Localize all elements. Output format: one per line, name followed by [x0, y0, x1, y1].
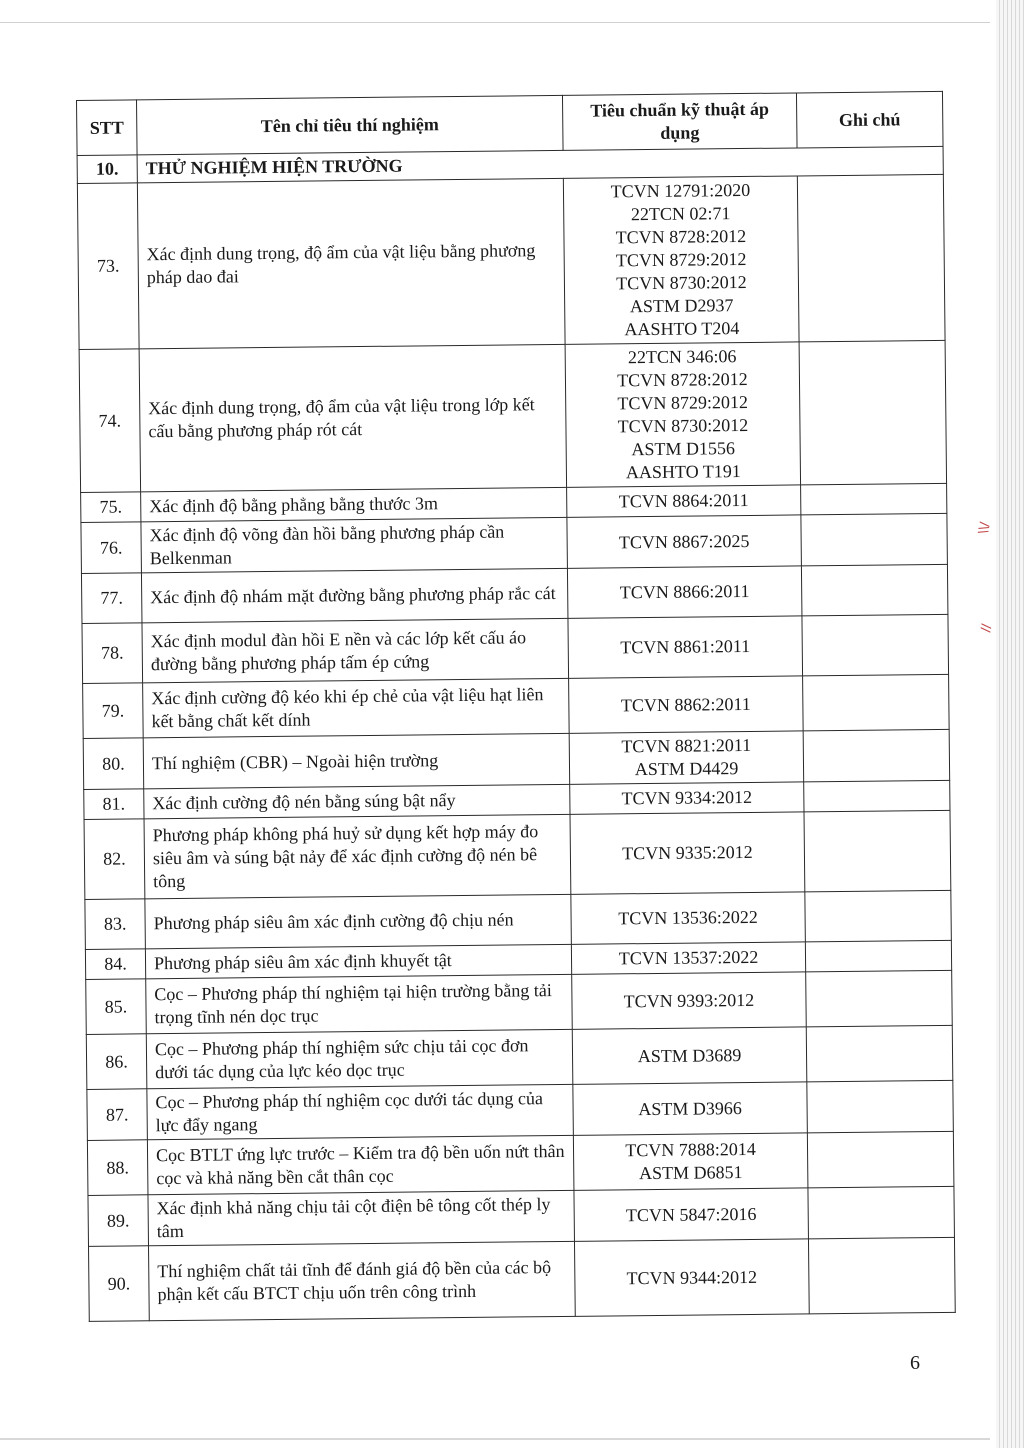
row-standards	[569, 676, 804, 733]
row-note	[801, 564, 948, 616]
row-note	[803, 674, 950, 731]
standard-code: ASTM D2937	[629, 295, 734, 317]
table-row	[86, 970, 953, 1034]
row-stt: 73.	[77, 183, 139, 350]
standard-code: TCVN 8867:2025	[618, 530, 750, 552]
row-note	[804, 780, 950, 812]
table-header-row	[77, 91, 944, 155]
row-standards	[570, 812, 805, 894]
table-row	[86, 1025, 953, 1089]
header-standard: Tiêu chuẩn kỹ thuật áp dụng	[562, 93, 797, 150]
row-note	[799, 340, 946, 485]
row-test-name: Xác định cường độ kéo khi ép chẻ của vật liệu hạt liên kết bằng chất kết dính	[143, 678, 570, 737]
table-row	[79, 340, 946, 492]
row-stt: 83.	[85, 899, 146, 950]
header-test-name: Tên chỉ tiêu thí nghiệm	[137, 95, 564, 154]
standard-code: TCVN 8862:2011	[620, 693, 751, 715]
section-number: 10.	[77, 155, 137, 184]
row-stt: 74.	[79, 349, 140, 493]
row-test-name: Cọc – Phương pháp thí nghiệm cọc dưới tác dụng của lực đẩy ngang	[147, 1084, 574, 1139]
row-note	[803, 729, 950, 782]
row-standards	[568, 616, 803, 678]
row-stt: 90.	[89, 1246, 150, 1322]
row-test-name: Xác định khả năng chịu tải cột điện bê tông cốt thép ly tâm	[148, 1190, 575, 1245]
row-note	[806, 1025, 953, 1082]
row-test-name: Xác định độ bằng phẳng bằng thước 3m	[141, 487, 567, 521]
row-note	[807, 1080, 954, 1133]
row-standards	[565, 342, 800, 487]
row-standards	[574, 1188, 809, 1241]
table-row	[82, 614, 949, 683]
row-stt: 82.	[84, 819, 145, 900]
standard-code: TCVN 9335:2012	[622, 841, 753, 864]
row-standards	[567, 485, 801, 517]
table-row	[81, 564, 947, 623]
row-stt: 77.	[81, 573, 142, 624]
row-test-name: Xác định độ võng đàn hồi bằng phương pháp cần Belkenman	[141, 517, 568, 572]
table-row	[84, 810, 951, 899]
row-stt: 79.	[83, 683, 144, 739]
standard-code: TCVN 12791:2020	[610, 179, 751, 202]
row-standards	[573, 1133, 808, 1190]
row-stt: 89.	[88, 1195, 149, 1247]
standard-code: 22TCN 346:06	[627, 346, 737, 368]
row-test-name: Xác định dung trọng, độ ẩm của vật liệu trong lớp kết cấu bằng phương pháp rót cát	[139, 344, 566, 491]
header-note: Ghi chú	[796, 91, 943, 148]
row-test-name: Xác định dung trọng, độ ẩm của vật liệu bằng phương pháp dao đai	[137, 178, 565, 348]
standard-code: TCVN 8728:2012	[615, 225, 747, 248]
section-title: THỬ NGHIỆM HIỆN TRƯỜNG	[137, 146, 943, 182]
row-standards	[573, 1082, 808, 1135]
margin-stamp-mark: \\/	[975, 520, 994, 536]
row-standards	[567, 515, 802, 568]
standard-code: TCVN 5847:2016	[625, 1203, 757, 1225]
scan-edge	[996, 0, 1024, 1448]
row-standards	[574, 1239, 809, 1316]
standard-code: ASTM D6851	[638, 1162, 743, 1184]
table-row	[81, 513, 947, 573]
row-test-name: Xác định modul đàn hồi E nền và các lớp kết cấu áo đường bằng phương pháp tấm ép cứng	[142, 618, 569, 682]
row-test-name: Thí nghiệm chất tải tĩnh để đánh giá độ bền của các bộ phận kết cấu BTCT chịu uốn trên công trình	[149, 1241, 576, 1320]
standard-code: AASHTO T191	[625, 461, 741, 483]
row-note	[806, 970, 953, 1027]
standard-code: ASTM D3966	[638, 1097, 742, 1119]
row-stt: 85.	[86, 979, 147, 1035]
standard-code: TCVN 8729:2012	[615, 248, 747, 271]
row-test-name: Phương pháp siêu âm xác định khuyết tật	[145, 944, 571, 978]
row-test-name: Cọc BTLT ứng lực trước – Kiểm tra độ bền uốn nứt thân cọc và khả năng bền cắt thân cọc	[147, 1135, 574, 1194]
row-test-name: Thí nghiệm (CBR) – Ngoài hiện trường	[143, 733, 570, 788]
standard-code: TCVN 13536:2022	[618, 906, 758, 929]
margin-stamp-mark: //	[977, 622, 995, 634]
table-row	[87, 1131, 954, 1195]
table-row	[85, 890, 951, 949]
standard-code: TCVN 8821:2011	[621, 734, 752, 757]
row-note	[808, 1186, 955, 1239]
row-test-name: Phương pháp không phá huỷ sử dụng kết hợp máy đo siêu âm và súng bật nảy để xác định cường độ nén bê tông	[144, 814, 571, 898]
standard-code: TCVN 8729:2012	[617, 391, 749, 414]
standard-code: TCVN 8864:2011	[618, 489, 749, 512]
row-note	[802, 614, 949, 676]
standard-code: TCVN 8728:2012	[617, 368, 748, 391]
row-stt: 87.	[87, 1089, 148, 1141]
standard-code: TCVN 8730:2012	[617, 414, 749, 437]
row-stt: 88.	[87, 1140, 148, 1196]
standard-code: TCVN 8730:2012	[616, 271, 747, 294]
row-standards	[569, 731, 804, 784]
row-test-name: Cọc – Phương pháp thí nghiệm tại hiện trường bằng tải trọng tĩnh nén dọc trục	[146, 974, 573, 1033]
row-note	[805, 890, 952, 942]
standard-code: TCVN 9344:2012	[626, 1266, 758, 1288]
row-stt: 76.	[81, 522, 142, 574]
table-row	[77, 174, 945, 349]
header-stt: STT	[77, 100, 138, 156]
test-standards-table	[76, 91, 956, 1322]
row-standards	[570, 782, 804, 814]
page-number: 6	[910, 1352, 920, 1374]
row-note	[801, 483, 947, 515]
standard-code: TCVN 7888:2014	[625, 1138, 756, 1161]
row-note	[808, 1237, 955, 1314]
row-test-name: Xác định cường độ nén bằng súng bật nẩy	[144, 784, 570, 818]
scan-bottom-line	[0, 1438, 990, 1440]
row-stt: 84.	[85, 949, 145, 980]
row-note	[804, 810, 951, 892]
standard-code: ASTM D3689	[637, 1044, 742, 1066]
row-test-name: Phương pháp siêu âm xác định cường độ chịu nén	[145, 894, 572, 948]
table-row	[88, 1186, 954, 1246]
row-note	[801, 513, 948, 566]
table-row	[83, 729, 949, 789]
row-stt: 81.	[84, 789, 144, 820]
row-standards	[571, 942, 805, 974]
row-standards	[572, 1027, 807, 1084]
row-stt: 80.	[83, 738, 144, 790]
row-stt: 86.	[86, 1034, 147, 1090]
row-test-name: Cọc – Phương pháp thí nghiệm sức chịu tải cọc đơn dưới tác dụng của lực kéo dọc trục	[146, 1029, 573, 1088]
row-standards	[563, 176, 799, 344]
table-row	[89, 1237, 956, 1321]
row-standards	[572, 972, 807, 1029]
standard-code: ASTM D1556	[631, 438, 736, 460]
row-test-name: Xác định độ nhám mặt đường bằng phương pháp rắc cát	[141, 568, 568, 622]
row-stt: 78.	[82, 623, 143, 684]
standard-code: TCVN 9334:2012	[621, 786, 753, 809]
row-note	[797, 174, 945, 342]
table-row	[83, 674, 950, 738]
scan-top-line	[0, 22, 990, 23]
standard-code: TCVN 8866:2011	[619, 580, 750, 603]
standard-code: TCVN 9393:2012	[623, 989, 755, 1011]
table-row	[87, 1080, 953, 1140]
row-stt: 75.	[81, 492, 141, 523]
row-note	[805, 940, 951, 972]
standard-code: TCVN 13537:2022	[618, 946, 759, 969]
standard-code: ASTM D4429	[634, 758, 739, 780]
standard-code: 22TCN 02:71	[630, 203, 731, 225]
standard-code: AASHTO T204	[624, 318, 740, 340]
row-standards	[571, 892, 806, 944]
standard-code: TCVN 8861:2011	[620, 635, 751, 658]
row-note	[807, 1131, 954, 1188]
row-standards	[567, 566, 802, 618]
